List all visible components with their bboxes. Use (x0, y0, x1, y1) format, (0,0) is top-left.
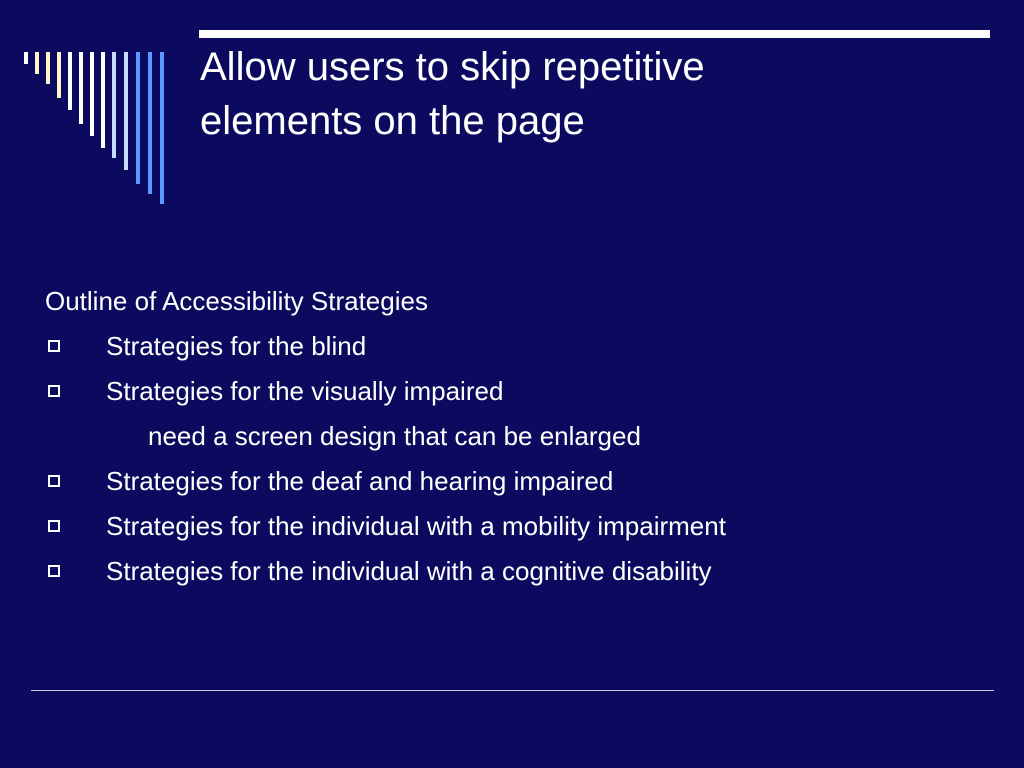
decor-bar-3 (46, 52, 50, 84)
bullet-item (45, 459, 985, 504)
decor-bar-5 (68, 52, 72, 110)
bullet-item (45, 324, 985, 369)
bullet-item (45, 504, 985, 549)
slide-title (200, 40, 980, 148)
hollow-square-icon (48, 565, 60, 577)
top-rule (199, 30, 990, 38)
slide-body (45, 279, 985, 594)
hollow-square-icon (48, 340, 60, 352)
sub-item: need a screen design that can be enlarged (148, 421, 641, 451)
bullet-text: Strategies for the blind (106, 331, 367, 361)
decor-bar-7 (90, 52, 94, 136)
decor-bar-10 (124, 52, 128, 170)
decor-bar-8 (101, 52, 105, 148)
decor-bar-13 (160, 52, 164, 204)
hollow-square-icon (48, 385, 60, 397)
bullet-text: Strategies for the individual with a cognitive disability (106, 556, 712, 586)
decor-bar-9 (112, 52, 116, 158)
bullet-text: Strategies for the individual with a mobility impairment (106, 511, 726, 541)
decor-bar-4 (57, 52, 61, 98)
outline-heading: Outline of Accessibility Strategies (45, 286, 428, 316)
decor-bar-12 (148, 52, 152, 194)
slide-title-line-2: elements on the page (200, 99, 585, 143)
slide-title-line-1: Allow users to skip repetitive (200, 45, 705, 89)
hollow-square-icon (48, 475, 60, 487)
decor-bar-1 (24, 52, 28, 64)
decor-bar-2 (35, 52, 39, 74)
decor-bar-6 (79, 52, 83, 124)
bullet-text: Strategies for the deaf and hearing impaired (106, 466, 614, 496)
bullet-text: Strategies for the visually impaired (106, 376, 504, 406)
vertical-bars-decoration (0, 0, 180, 220)
bullet-item (45, 369, 985, 414)
hollow-square-icon (48, 520, 60, 532)
bullet-item (45, 549, 985, 594)
decor-bar-11 (136, 52, 140, 184)
bottom-rule (31, 690, 994, 691)
